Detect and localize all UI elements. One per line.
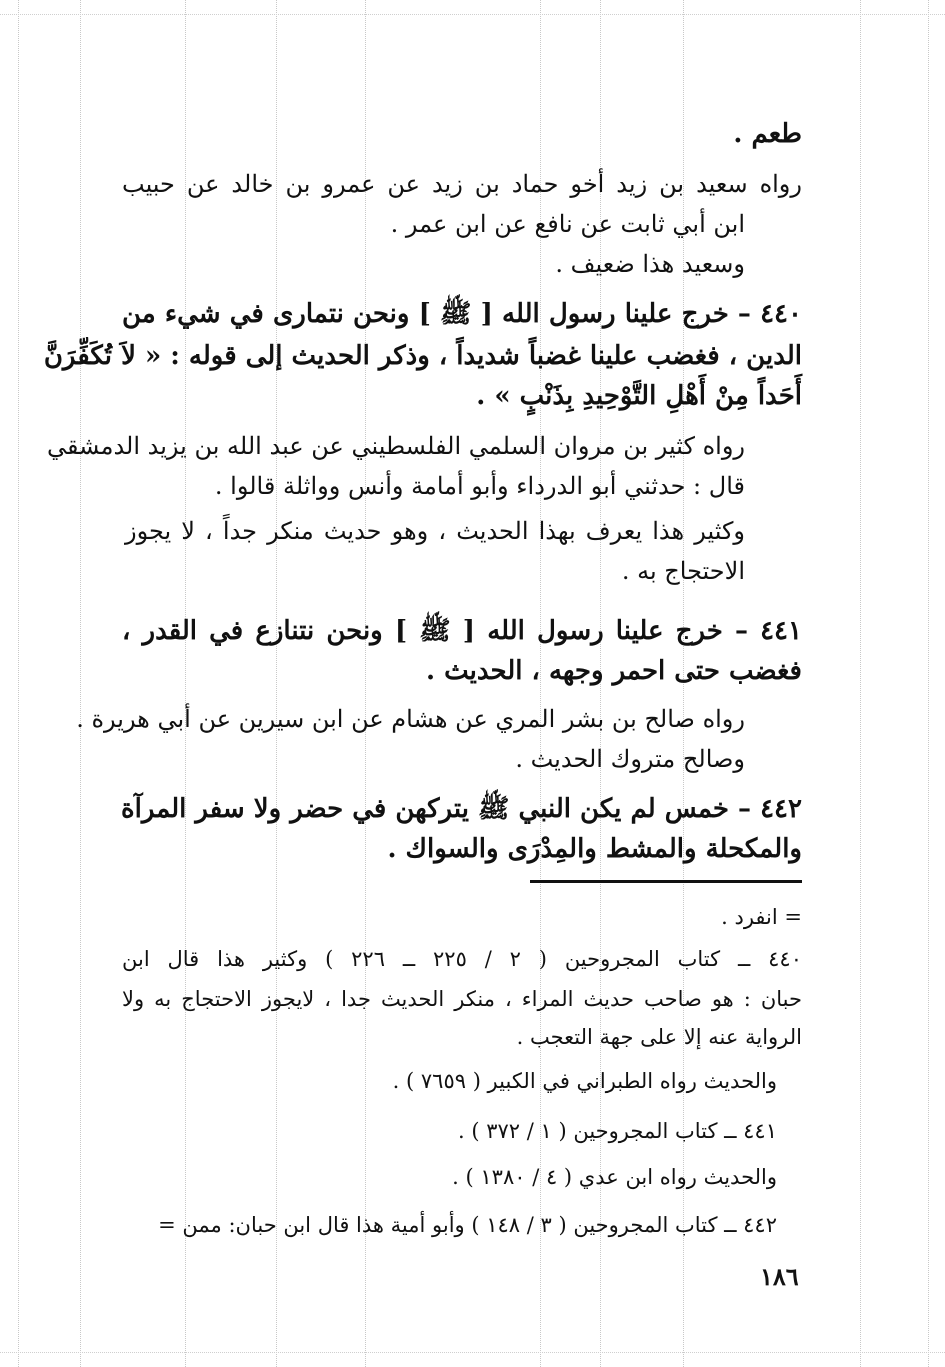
narration-line: رواه سعيد بن زيد أخو حماد بن زيد عن عمرو بن خالد عن حبيب [122,170,802,198]
hadith-text: والمكحلة والمشط والمِدْرَى والسواك . [387,834,802,864]
narration-line: رواه صالح بن بشر المري عن هشام عن ابن سيرين عن أبي هريرة . [76,705,745,733]
hadith-text: ٤٤٢ – خمس لم يكن النبي ﷺ يتركهن في حضر ولا سفر المرآة [121,794,802,824]
footnote-line: = انفرد . [721,905,802,929]
footnote-line: والحديث رواه ابن عدي ( ٤ / ١٣٨٠ ) . [452,1165,777,1189]
continued-word: طعم . [733,119,802,149]
narration-line: الاحتجاج به . [621,557,745,585]
hadith-text: فغضب حتى احمر وجهه ، الحديث . [426,656,802,686]
scan-guide-line [0,14,945,15]
narration-line: رواه كثير بن مروان السلمي الفلسطيني عن عبد الله بن يزيد الدمشقي [47,432,745,460]
narration-line: وكثير هذا يعرف بهذا الحديث ، وهو حديث منكر جداً ، لا يجوز [125,517,745,545]
scan-guide-line [365,0,366,1367]
narration-line: ابن أبي ثابت عن نافع عن ابن عمر . [390,210,745,238]
narration-line: وصالح متروك الحديث . [515,745,745,773]
scan-guide-line [860,0,861,1367]
footnote-line: حبان : هو صاحب حديث المراء ، منكر الحديث جدا ، لايجوز الاحتجاج به ولا [122,987,802,1011]
hadith-text: الدين ، فغضب علينا غضباً شديداً ، وذكر الحديث إلى قوله : « لاَ تُكَفِّرَنَّ [43,341,802,371]
footnote-line: الرواية عنه إلا على جهة التعجب . [516,1025,802,1049]
footnote-line: ٤٤٢ ــ كتاب المجروحين ( ٣ / ١٤٨ ) وأبو أمية هذا قال ابن حبان: ممن = [158,1213,777,1237]
narration-line: قال : حدثني أبو الدرداء وأبو أمامة وأنس وواثلة قالوا . [214,472,745,500]
footnote-separator [530,880,802,883]
hadith-text: ٤٤١ – خرج علينا رسول الله [ ﷺ ] ونحن نتنازع في القدر ، [122,616,802,646]
hadith-text: ٤٤٠ – خرج علينا رسول الله [ ﷺ ] ونحن نتمارى في شيء من [122,299,802,329]
footnote-line: ٤٤٠ ــ كتاب المجروحين ( ٢ / ٢٢٥ ــ ٢٢٦ ) وكثير هذا قال ابن [122,947,802,971]
hadith-text: أَحَداً مِنْ أَهْلِ التَّوْحِيدِ بِذَنْبٍ » . [476,381,802,411]
footnote-line: ٤٤١ ــ كتاب المجروحين ( ١ / ٣٧٢ ) . [458,1119,777,1143]
scan-guide-line [80,0,81,1367]
scan-guide-line [0,1352,945,1353]
scan-guide-line [276,0,277,1367]
scan-guide-line [18,0,19,1367]
scan-guide-line [185,0,186,1367]
scan-guide-line [928,0,929,1367]
narration-line: وسعيد هذا ضعيف . [555,250,745,278]
footnote-line: والحديث رواه الطبراني في الكبير ( ٧٦٥٩ ) . [392,1069,777,1093]
page-number: ١٨٦ [760,1262,799,1291]
